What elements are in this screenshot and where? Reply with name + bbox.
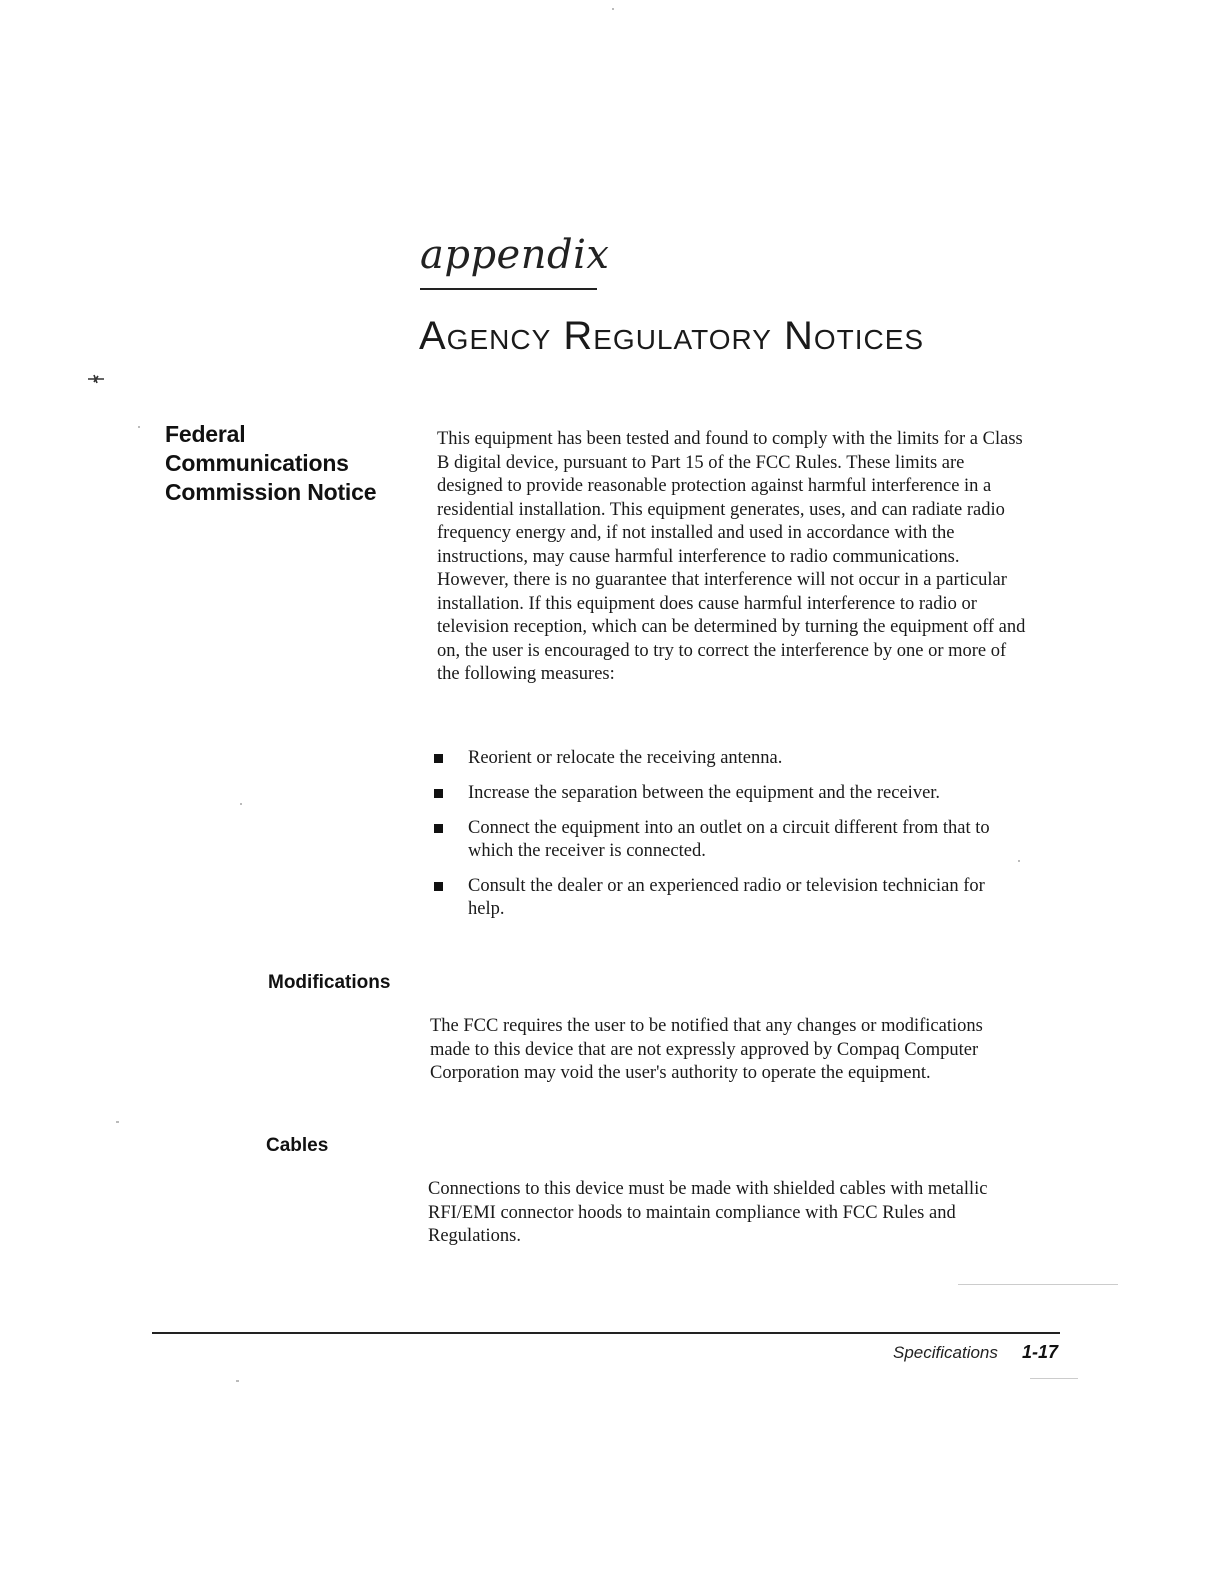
list-item-text: Connect the equipment into an outlet on a circuit different from that to which the receiver is connected.: [468, 818, 990, 861]
margin-mark-icon: [88, 374, 104, 384]
list-item: [432, 817, 1022, 863]
list-item: [432, 875, 1022, 921]
section-heading-fcc: Federal Communications Commission Notice: [165, 421, 377, 505]
footer-page-number: 1-17: [1022, 1342, 1059, 1362]
cables-paragraph: Connections to this device must be made with shielded cables with metallic RFI/EMI connector hoods to maintain compliance with FCC Rules and Regulations.: [428, 1179, 988, 1246]
fcc-notice-paragraph: This equipment has been tested and found to comply with the limits for a Class B digital device, pursuant to Part 15 of the FCC Rules. These limits are designed to provide reasonable protection against harmful interference in a residential installation. This equipment generates, uses, and can radiate radio frequency energy and, if not installed and used in accordance with the instructions, may cause harmful interference to radio communications. However, there is no guarantee that interference will not occur in a particular installation. If this equipment does cause harmful interference to radio or television reception, which can be determined by turning the equipment off and on, the user is encouraged to try to correct the interference by one or more of the following measures:: [437, 429, 1026, 684]
list-item: [432, 747, 1022, 770]
chapter-title: Agency Regulatory Notices: [419, 314, 925, 358]
scan-dash: [958, 1284, 1118, 1285]
square-bullet-icon: [434, 789, 443, 798]
appendix-underline: [420, 288, 597, 290]
modifications-paragraph: The FCC requires the user to be notified that any changes or modifications made to this device that are not expressly approved by Compaq Computer Corporation may void the user's authority to operate the equipment.: [430, 1016, 983, 1083]
scan-speck: [116, 1121, 119, 1123]
list-item-text: Increase the separation between the equipment and the receiver.: [468, 783, 941, 803]
interference-measures-list: [432, 747, 1022, 933]
scan-speck: [612, 8, 614, 10]
appendix-label: appendix: [420, 232, 610, 278]
square-bullet-icon: [434, 824, 443, 833]
list-item-text: Consult the dealer or an experienced radio or television technician for help.: [468, 876, 985, 919]
footer-rule: [152, 1332, 1060, 1334]
list-item-text: Reorient or relocate the receiving antenna.: [468, 748, 783, 768]
section-heading-modifications: Modifications: [268, 972, 391, 993]
square-bullet-icon: [434, 754, 443, 763]
square-bullet-icon: [434, 882, 443, 891]
scan-dash: [1030, 1378, 1078, 1379]
section-heading-cables: Cables: [266, 1135, 329, 1156]
scan-speck: [138, 426, 140, 428]
scan-speck: [236, 1380, 239, 1382]
footer-section-name: Specifications: [893, 1343, 998, 1362]
list-item: [432, 782, 1022, 805]
scan-speck: [240, 803, 242, 805]
